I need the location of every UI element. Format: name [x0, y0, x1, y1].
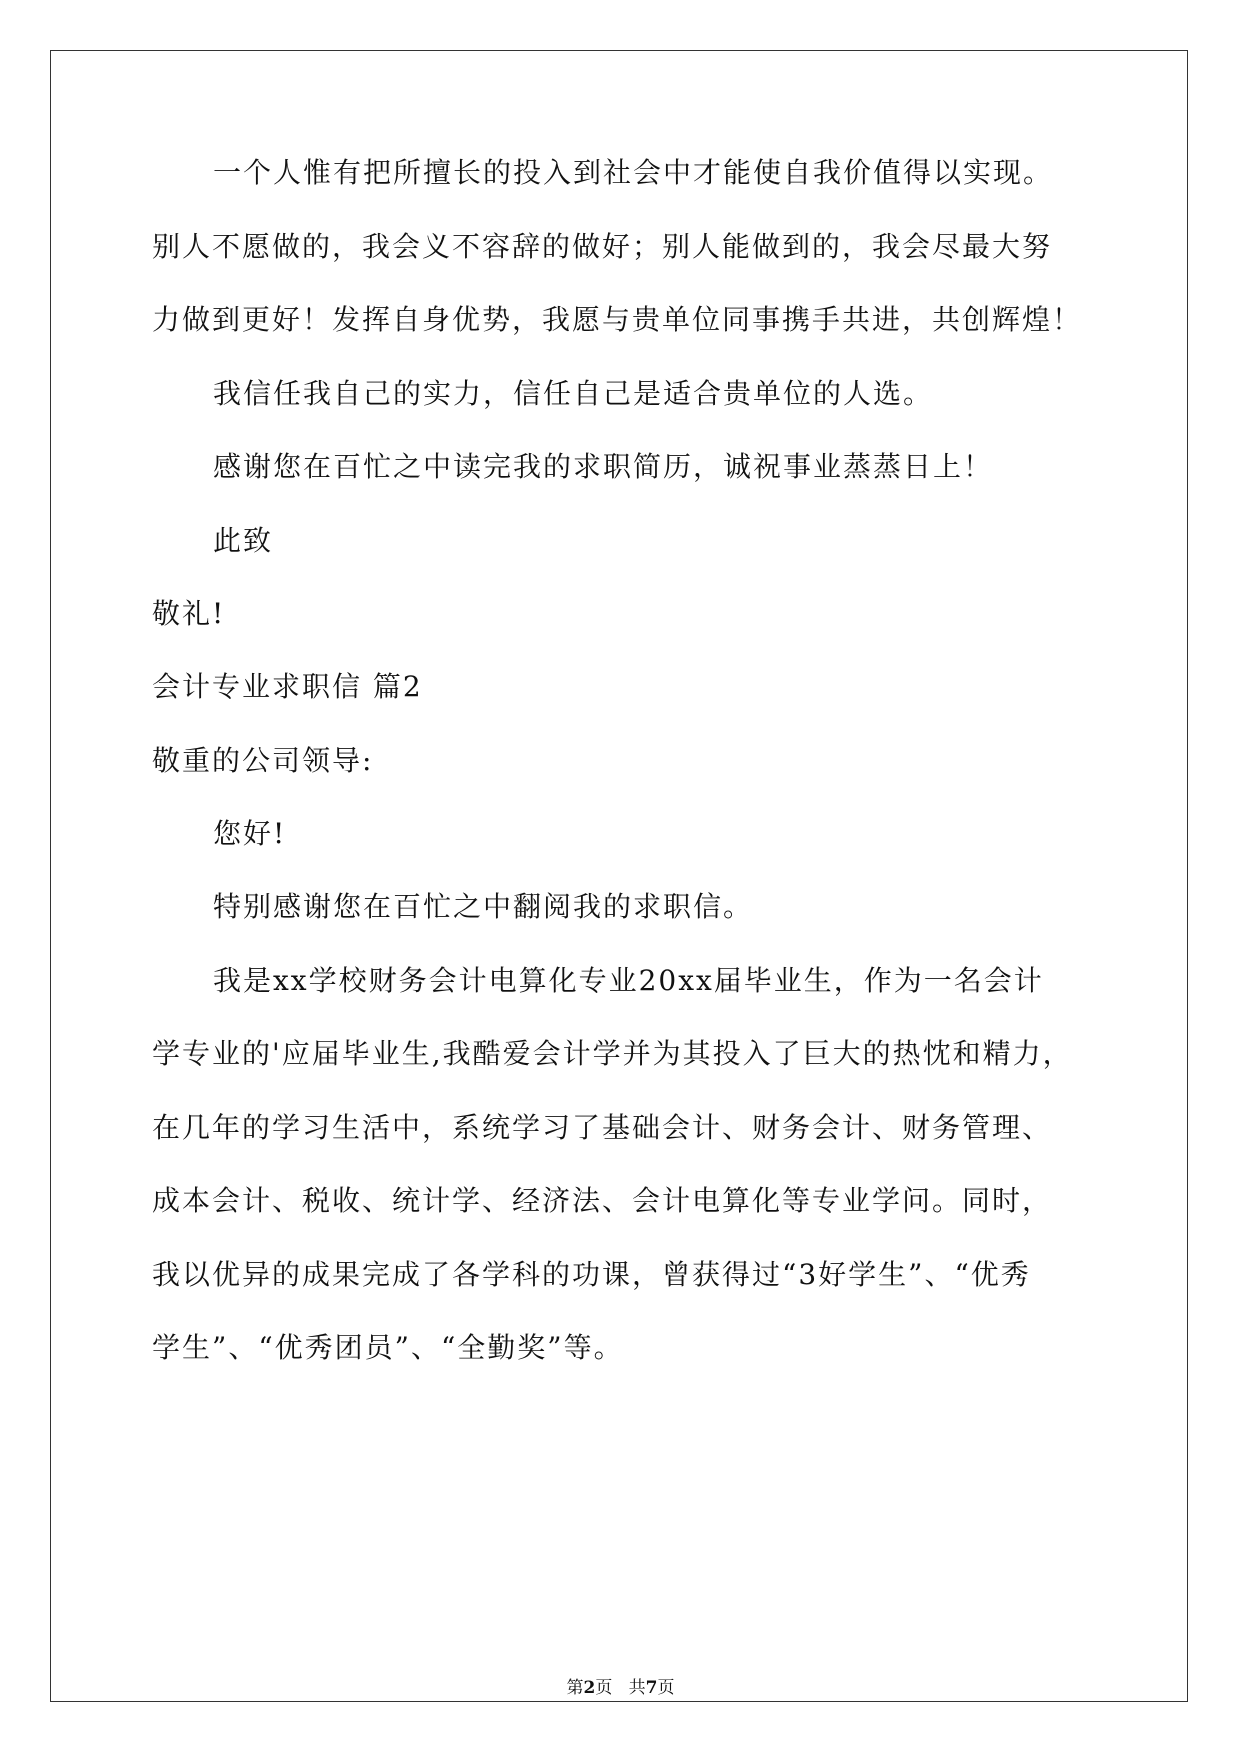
total-page-number: 7	[645, 1678, 658, 1698]
paragraph-line: 成本会计、税收、统计学、经济法、会计电算化等专业学问。同时，	[152, 1184, 1053, 1217]
section-heading: 会计专业求职信 篇2	[152, 670, 423, 703]
current-page-number: 2	[583, 1678, 596, 1698]
paragraph-line: 感谢您在百忙之中读完我的求职简历，诚祝事业蒸蒸日上！	[213, 450, 994, 483]
closing-salutation: 此致	[213, 524, 274, 557]
paragraph-line: 学专业的'应届毕业生,我酷爱会计学并为其投入了巨大的热忱和精力，	[152, 1037, 1073, 1070]
paragraph-line: 我以优异的成果完成了各学科的功课，曾获得过“3好学生”、“优秀	[152, 1258, 1031, 1291]
footer-total-suffix: 页	[657, 1678, 675, 1698]
closing-regards: 敬礼!	[152, 597, 226, 630]
page-border	[50, 50, 1188, 1702]
paragraph-line: 力做到更好！发挥自身优势，我愿与贵单位同事携手共进，共创辉煌！	[152, 303, 1083, 336]
page-footer	[0, 1678, 1241, 1698]
letter-hello: 您好!	[213, 817, 287, 850]
footer-page-suffix: 页	[595, 1678, 613, 1698]
paragraph-line: 学生”、“优秀团员”、“全勤奖”等。	[152, 1331, 624, 1364]
paragraph-line: 一个人惟有把所擅长的投入到社会中才能使自我价值得以实现。	[213, 156, 1054, 189]
paragraph-line: 我信任我自己的实力，信任自己是适合贵单位的人选。	[213, 377, 934, 410]
paragraph-line: 特别感谢您在百忙之中翻阅我的求职信。	[213, 890, 754, 923]
footer-total-prefix: 共	[628, 1678, 646, 1698]
paragraph-line: 在几年的学习生活中，系统学习了基础会计、财务会计、财务管理、	[152, 1111, 1053, 1144]
letter-greeting: 敬重的公司领导:	[152, 744, 374, 777]
paragraph-line: 我是xx学校财务会计电算化专业20xx届毕业生，作为一名会计	[213, 964, 1044, 997]
paragraph-line: 别人不愿做的，我会义不容辞的做好；别人能做到的，我会尽最大努	[152, 230, 1053, 263]
footer-page-prefix: 第	[566, 1678, 584, 1698]
